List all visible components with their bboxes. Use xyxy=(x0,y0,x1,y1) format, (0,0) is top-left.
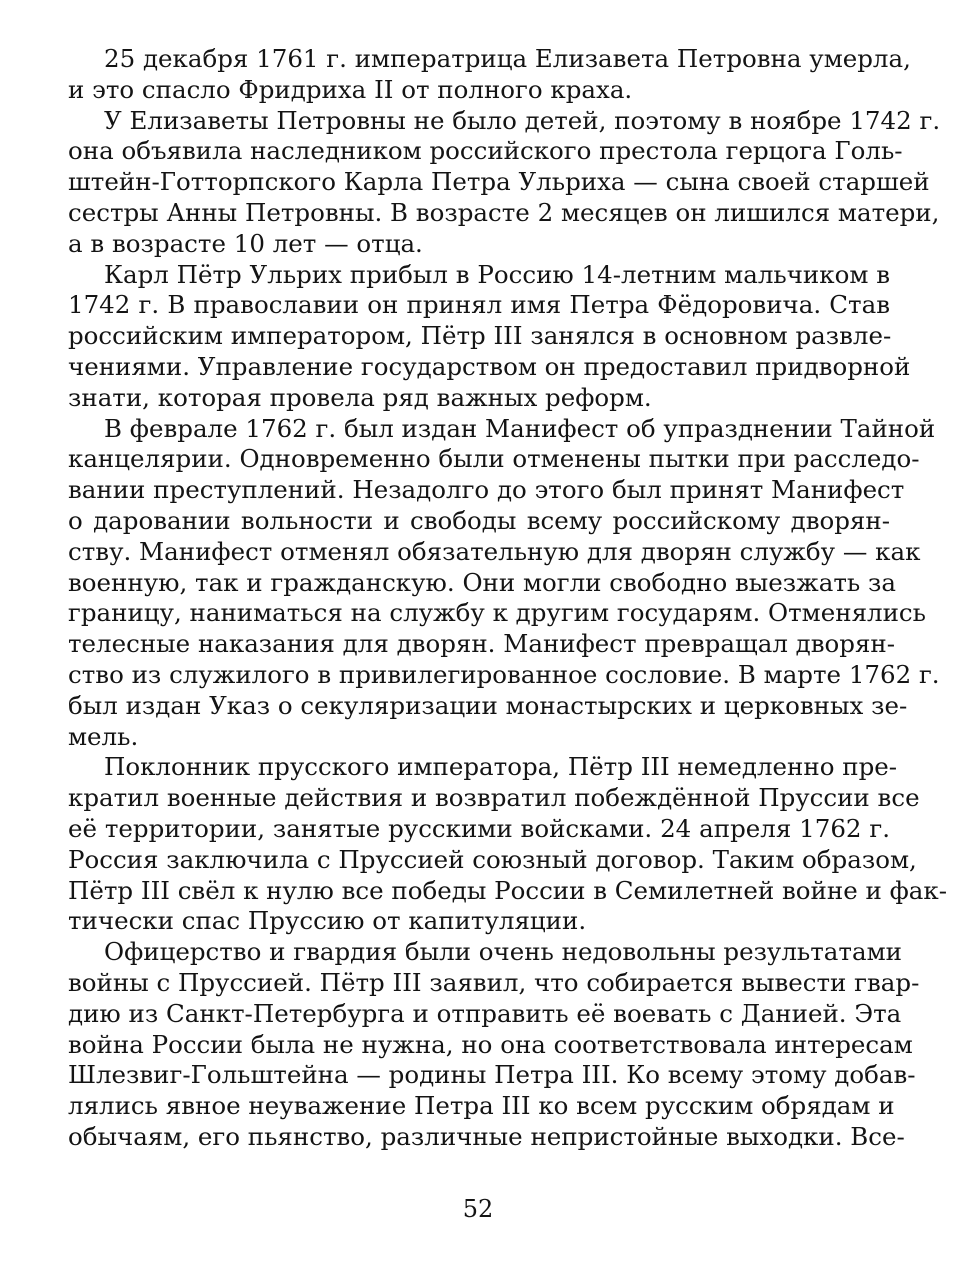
paragraph xyxy=(68,413,940,753)
text-line: обычаям, его пьянство, различные непристойные выходки. Все- xyxy=(68,1121,905,1151)
text-line: сестры Анны Петровны. В возрасте 2 месяцев он лишился матери, xyxy=(68,197,940,227)
text-line: мель. xyxy=(68,721,139,751)
text-line: Россия заключила с Пруссией союзный договор. Таким образом, xyxy=(68,844,917,874)
page-number: 52 xyxy=(462,1195,494,1223)
text-line: 1742 г. В православии он принял имя Петра Фёдоровича. Став xyxy=(68,290,890,320)
text-line: знати, которая провела ряд важных реформ. xyxy=(68,382,652,412)
text-line: У Елизаветы Петровны не было детей, поэтому в ноябре 1742 г. xyxy=(104,105,941,135)
page-body xyxy=(68,44,947,1153)
text-line: канцелярии. Одновременно были отменены пытки при расследо- xyxy=(68,444,920,474)
text-line: вании преступлений. Незадолго до этого был принят Манифест xyxy=(68,475,905,505)
text-line: лялись явное неуважение Петра III ко всем русским обрядам и xyxy=(68,1091,895,1121)
text-line: 25 декабря 1761 г. императрица Елизавета Петровна умерла, xyxy=(104,44,911,73)
text-line: а в возрасте 10 лет — отца. xyxy=(68,228,423,258)
text-line: чениями. Управление государством он предоставил придворной xyxy=(68,351,911,381)
text-line: о даровании вольности и свободы всему российскому дворян- xyxy=(68,505,890,535)
text-line: Пётр III свёл к нулю все победы России в Семилетней войне и фак- xyxy=(68,875,947,905)
text-line: Офицерство и гвардия были очень недовольны результатами xyxy=(104,937,902,967)
text-line: кратил военные действия и возвратил побеждённой Пруссии все xyxy=(68,783,920,813)
text-line: ство из служилого в привилегированное сословие. В марте 1762 г. xyxy=(68,659,940,689)
text-line: штейн-Готторпского Карла Петра Ульриха — сына своей старшей xyxy=(68,167,930,197)
paragraph xyxy=(68,752,947,937)
text-line: дию из Санкт-Петербурга и отправить её воевать с Данией. Эта xyxy=(68,998,902,1028)
text-line: Карл Пётр Ульрих прибыл в Россию 14-летним мальчиком в xyxy=(104,259,890,289)
text-line: её территории, занятые русскими войсками. 24 апреля 1762 г. xyxy=(68,813,890,843)
text-line: война России была не нужна, но она соответствовала интересам xyxy=(68,1029,913,1059)
text-line: границу, наниматься на службу к другим государям. Отменялись xyxy=(68,598,926,628)
text-line: тически спас Пруссию от капитуляции. xyxy=(68,906,587,936)
paragraph xyxy=(68,105,941,260)
text-line: Поклонник прусского императора, Пётр III немедленно пре- xyxy=(104,752,898,782)
text-line: и это спасло Фридриха II от полного краха. xyxy=(68,74,633,104)
text-line: военную, так и гражданскую. Они могли свободно выезжать за xyxy=(68,567,896,597)
text-line: телесные наказания для дворян. Манифест превращал дворян- xyxy=(68,629,896,659)
text-line: Шлезвиг-Гольштейна — родины Петра III. Ко всему этому добав- xyxy=(68,1060,916,1090)
text-line: она объявила наследником российского престола герцога Голь- xyxy=(68,136,903,166)
text-line: В феврале 1762 г. был издан Манифест об упразднении Тайной xyxy=(104,413,936,443)
paragraph xyxy=(68,937,920,1153)
text-line: российским императором, Пётр III занялся в основном развле- xyxy=(68,321,892,351)
paragraph xyxy=(68,259,911,414)
paragraph xyxy=(68,44,911,106)
text-line: был издан Указ о секуляризации монастырских и церковных зе- xyxy=(68,690,908,720)
text-line: войны с Пруссией. Пётр III заявил, что собирается вывести гвар- xyxy=(68,967,920,997)
text-line: ству. Манифест отменял обязательную для дворян службу — как xyxy=(68,536,921,566)
